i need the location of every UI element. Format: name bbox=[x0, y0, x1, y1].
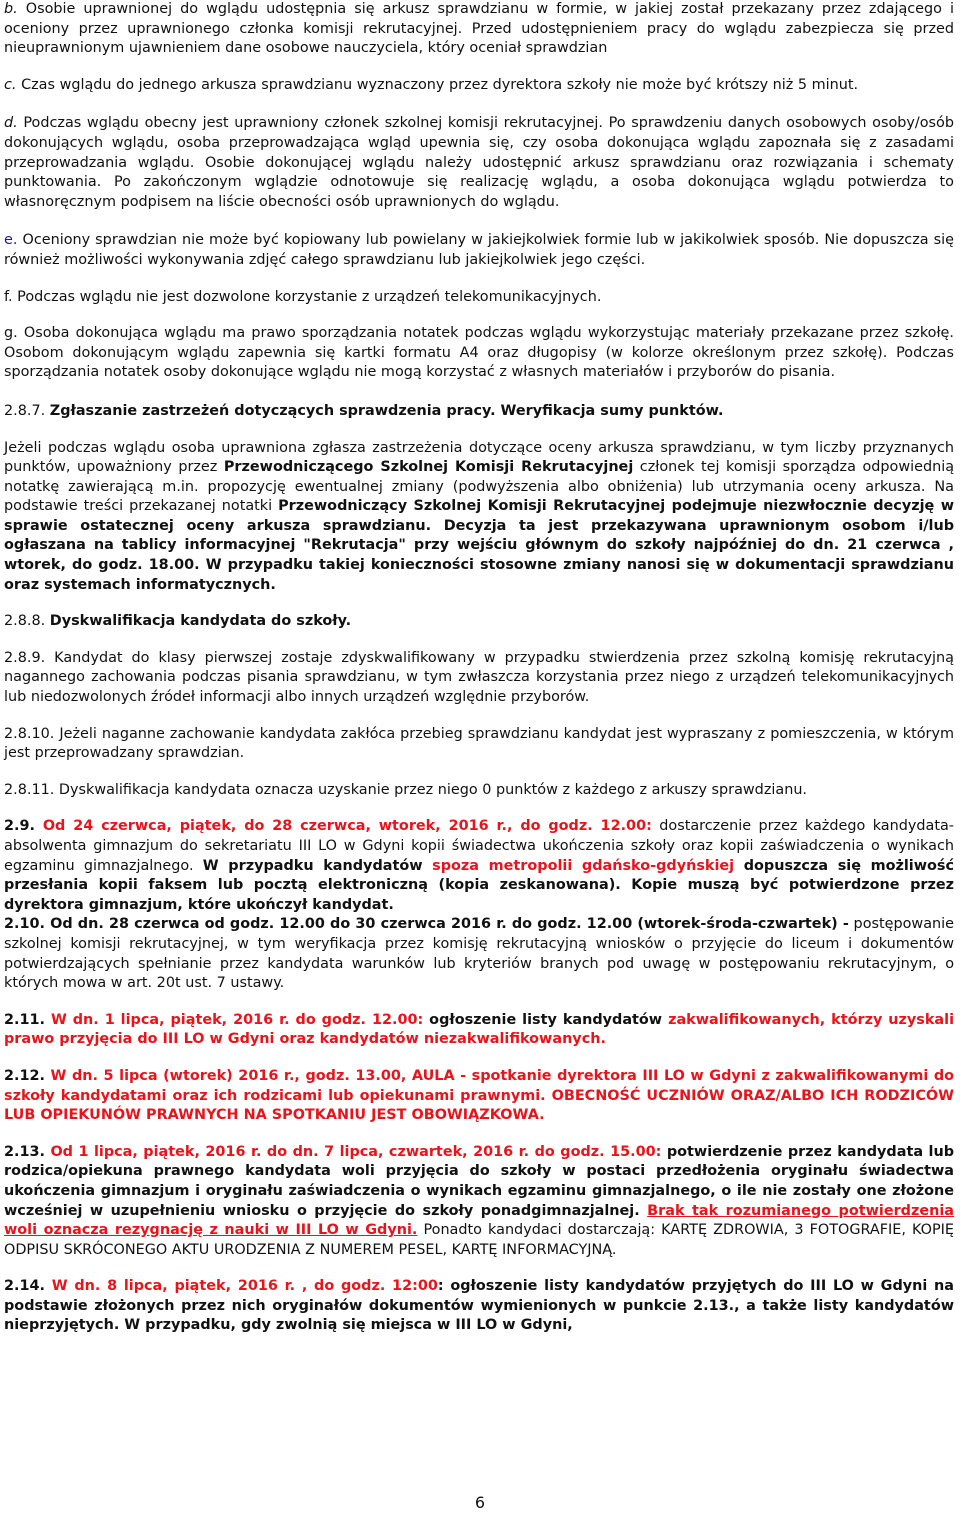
paragraph-s211 bbox=[4, 1011, 954, 1050]
text-run: e. bbox=[4, 232, 18, 249]
paragraph-s214 bbox=[4, 1277, 954, 1336]
paragraph-gap bbox=[4, 1260, 954, 1277]
text-run: dostarczenie przez każdego kandydata-absolwenta gimnazjum do sekretariatu III LO w Gdyni kopii świadectwa ukończenia szkoły oraz kopii zaświadczenia o wynikach egzaminu gimnazjalnego. bbox=[4, 818, 954, 874]
paragraph-gap bbox=[4, 708, 954, 725]
text-run: 2.8.11. Dyskwalifikacja kandydata oznacza uzyskanie przez niego 0 punktów z każdego z arkuszy sprawdzianu. bbox=[4, 781, 808, 798]
paragraph-gap bbox=[4, 994, 954, 1011]
text-run: Przewodniczący Szkolnej Komisji Rekrutacyjnej podejmuje niezwłocznie decyzję w sprawie ostatecznej oceny arkusza sprawdzianu. Decyzja ta jest przekazywana uprawnionym osobom i/lub ogłaszana na tablicy informacyjnej "Rekrutacja" przy wejściu głównym do szkoły najpóźniej do dn. 21 czerwca , wtorek, do godz. 18.00. W przypadku takiej konieczności stosowne zmiany nanosi się w dokumentacji sprawdzianu oraz systemach informatycznych. bbox=[4, 498, 954, 593]
text-run: Od 24 czerwca, piątek, do 28 czerwca, wtorek, 2016 r., do godz. 12.00: bbox=[42, 818, 652, 835]
text-run: Osobie uprawnionej do wglądu udostępnia się arkusz sprawdzianu w formie, w jakiej został przekazany przez zdającego i oceniony przez uprawnionego członka komisji rekrutacyjnej. Przed udostępnieniem pracy do wglądu zabezpiecza się przed nieuprawnionym ujawnieniem dane osobowe nauczyciela, który oceniał sprawdzian bbox=[4, 1, 954, 57]
paragraph-b bbox=[4, 0, 954, 59]
paragraph-s2810 bbox=[4, 725, 954, 764]
paragraph-gap bbox=[4, 1126, 954, 1143]
text-run: Oceniony sprawdzian nie może być kopiowany lub powielany w jakiejkolwiek formie lub w jakikolwiek sposób. Nie dopuszcza się również możliwości wykonywania zdjęć całego sprawdzianu lub jakiejkolwiek jego części. bbox=[4, 232, 954, 268]
document-page bbox=[4, 0, 954, 1336]
text-run: f. Podczas wglądu nie jest dozwolone korzystanie z urządzeń telekomunikacyjnych. bbox=[4, 288, 602, 305]
text-run: Dyskwalifikacja kandydata do szkoły. bbox=[49, 613, 352, 630]
paragraph-s287 bbox=[4, 402, 954, 422]
text-run: W dn. 5 lipca (wtorek) 2016 r., godz. 13.00, AULA - spotkanie dyrektora III LO w Gdyni z zakwalifikowanymi do szkoły kandydatami oraz ich rodzicami lub opiekunami prawnymi. OBECNOŚĆ UCZNIÓW ORAZ/ALBO ICH RODZICÓW LUB OPIEKUNÓW PRAWNYCH NA SPOTKANIU JEST OBOWIĄZKOWA. bbox=[4, 1067, 955, 1124]
text-run: 2.8.8. bbox=[4, 613, 50, 630]
paragraph-gap bbox=[4, 800, 954, 817]
text-run: Podczas wglądu obecny jest uprawniony członek szkolnej komisji rekrutacyjnej. Po sprawdzeniu danych osobowych osoby/osób dokonujących wglądu, osoba przeprowadzająca wgląd upewnia się, czy osoba dokonująca wglądu zapoznała się z zasadami przeprowadzania wglądu. Osobie dokonującej wglądu należy udostępnić arkusz sprawdzianu oraz rozwiązania i schematy punktowania. Po zakończonym wglądzie odnotowuje się realizację wglądu, a osoba dokonująca wglądu potwierdza to własnoręcznym podpisem na liście obecności osób uprawnionych do wglądu. bbox=[4, 115, 954, 210]
paragraph-d bbox=[4, 114, 954, 212]
text-run: postępowanie szkolnej komisji rekrutacyjnej, w tym weryfikacja przez komisję rekrutacyjną wniosków o przyjęcie do liceum i dokumentów potwierdzających spełnianie przez kandydata warunków lub kryteriów branych pod uwagę w postępowaniu rekrutacyjnym, o których mowa w art. 20t ust. 7 ustawy. bbox=[4, 916, 954, 992]
text-run: 2.8.9. Kandydat do klasy pierwszej zostaje zdyskwalifikowany w przypadku stwierdzenia przez szkolną komisję rekrutacyjną nagannego zachowania podczas pisania sprawdzianu, w tym zwłaszcza korzystania przez niego z urządzeń telekomunikacyjnych lub niedozwolonych źródeł informacji albo innych urządzeń względnie przyborów. bbox=[4, 649, 954, 706]
text-run: b. bbox=[4, 1, 18, 17]
text-run: 2.11. bbox=[4, 1011, 51, 1028]
paragraph-s210 bbox=[4, 915, 954, 993]
paragraph-gap bbox=[4, 383, 954, 402]
text-run: 2.8.7. bbox=[4, 402, 50, 419]
paragraph-e bbox=[4, 231, 954, 270]
paragraph-s287-body bbox=[4, 439, 954, 596]
text-run: Ponadto kandydaci dostarczają: KARTĘ ZDROWIA, 3 FOTOGRAFIE, KOPIĘ ODPISU SKRÓCONEGO AKTU URODZENIA Z NUMEREM PESEL, KARTĘ INFORMACYJNĄ. bbox=[4, 1222, 954, 1258]
text-run: 2.10. Od dn. 28 czerwca od godz. 12.00 do 30 czerwca 2016 r. do godz. 12.00 (wtorek-środa-czwartek) - bbox=[4, 916, 849, 933]
paragraph-s212 bbox=[4, 1067, 954, 1126]
paragraph-g bbox=[4, 324, 954, 383]
paragraph-gap bbox=[4, 595, 954, 612]
paragraph-gap bbox=[4, 764, 954, 781]
text-run: spoza metropolii gdańsko-gdyńskiej bbox=[432, 857, 735, 874]
paragraph-f bbox=[4, 288, 954, 308]
paragraph-s2811 bbox=[4, 781, 954, 801]
paragraph-gap bbox=[4, 307, 954, 324]
text-run: ogłoszenie listy kandydatów bbox=[423, 1011, 669, 1028]
text-run: 2.12. bbox=[4, 1067, 51, 1084]
text-run: W dn. 8 lipca, piątek, 2016 r. , do godz. 12:00 bbox=[51, 1278, 438, 1295]
page-number: 6 bbox=[474, 1493, 486, 1512]
text-run: W przypadku kandydatów bbox=[202, 857, 433, 874]
text-run: członek tej komisji sporządza odpowiednią notatkę zawierającą m.in. propozycję ewentualnej zmiany (podwyższenia albo obniżenia) lub utrzymania oceny arkusza. Na podstawie treści przekazanej notatki bbox=[4, 459, 955, 515]
text-run: potwierdzenie przez kandydata lub rodzica/opiekuna prawnego kandydata woli przyjęcia do szkoły w postaci przedłożenia oryginału świadectwa ukończenia gimnazjum i oryginału zaświadczenia o wynikach egzaminu gimnazjalnego, o ile nie zostały one złożone wcześniej w uzupełnieniu wniosku o przyjęcie do szkoły ponadgimnazjalnej. bbox=[4, 1143, 954, 1219]
text-run: Zgłaszanie zastrzeżeń dotyczących sprawdzenia pracy. Weryfikacja sumy punktów. bbox=[49, 402, 724, 419]
text-run: 2.13. bbox=[4, 1143, 51, 1160]
paragraph-s213 bbox=[4, 1143, 954, 1261]
text-run: : ogłoszenie listy kandydatów przyjętych do III LO w Gdyni na podstawie złożonych przez nich oryginałów dokumentów wymienionych w punkcie 2.13., a także listy kandydatów nieprzyjętych. W przypadku, gdy zwolnią się miejsca w III LO w Gdyni, bbox=[4, 1278, 954, 1334]
text-run: Od 1 lipca, piątek, 2016 r. do dn. 7 lipca, czwartek, 2016 r. do godz. 15.00: bbox=[50, 1143, 662, 1160]
text-run: d. bbox=[4, 115, 18, 132]
paragraph-gap bbox=[4, 632, 954, 649]
text-run: 2.14. bbox=[4, 1278, 52, 1295]
text-run: Przewodniczącego Szkolnej Komisji Rekrutacyjnej bbox=[223, 459, 634, 476]
text-run: c. bbox=[4, 76, 17, 93]
paragraph-gap bbox=[4, 59, 954, 76]
paragraph-gap bbox=[4, 95, 954, 114]
paragraph-c bbox=[4, 76, 954, 96]
text-run: zakwalifikowanych, którzy uzyskali prawo przyjęcia do III LO w Gdyni oraz kandydatów niezakwalifikowanych. bbox=[4, 1011, 955, 1048]
text-run: 2.9. bbox=[4, 818, 43, 835]
text-run: Jeżeli podczas wglądu osoba uprawniona zgłasza zastrzeżenia dotyczące oceny arkusza sprawdzianu, w tym liczby przyznanych punktów, upoważniony przez bbox=[4, 439, 954, 476]
text-run: Czas wglądu do jednego arkusza sprawdzianu wyznaczony przez dyrektora szkoły nie może być krótszy niż 5 minut. bbox=[16, 76, 859, 93]
text-run: Brak tak rozumianego potwierdzenia woli oznacza rezygnację z nauki w III LO w Gdyni. bbox=[4, 1202, 955, 1239]
text-run: g. Osoba dokonująca wglądu ma prawo sporządzania notatek podczas wglądu wykorzystując materiały przekazane przez szkołę. Osobom dokonującym wglądu zapewnia się kartki formatu A4 oraz długopisy (w kolorze określonym przez szkołę). Podczas sporządzania notatek osoby dokonujące wglądu nie mogą korzystać z własnych materiałów i przyborów do pisania. bbox=[4, 325, 954, 381]
paragraph-s288 bbox=[4, 612, 954, 632]
paragraph-gap bbox=[4, 1050, 954, 1067]
text-run: W dn. 1 lipca, piątek, 2016 r. do godz. 12.00: bbox=[50, 1011, 424, 1028]
paragraph-gap bbox=[4, 271, 954, 288]
paragraph-s289 bbox=[4, 649, 954, 708]
paragraph-s29 bbox=[4, 817, 954, 915]
text-run: dopuszcza się możliwość przesłania kopii faksem lub pocztą elektroniczną (kopia zeskanowana). Kopie muszą być potwierdzone przez dyrektora gimnazjum, które ukończył kandydat. bbox=[4, 857, 955, 913]
paragraph-gap bbox=[4, 212, 954, 231]
text-run: 2.8.10. Jeżeli naganne zachowanie kandydata zakłóca przebieg sprawdzianu kandydat jest wypraszany z pomieszczenia, w którym jest przeprowadzany sprawdzian. bbox=[4, 725, 954, 762]
paragraph-gap bbox=[4, 422, 954, 439]
document-body bbox=[4, 0, 954, 1336]
